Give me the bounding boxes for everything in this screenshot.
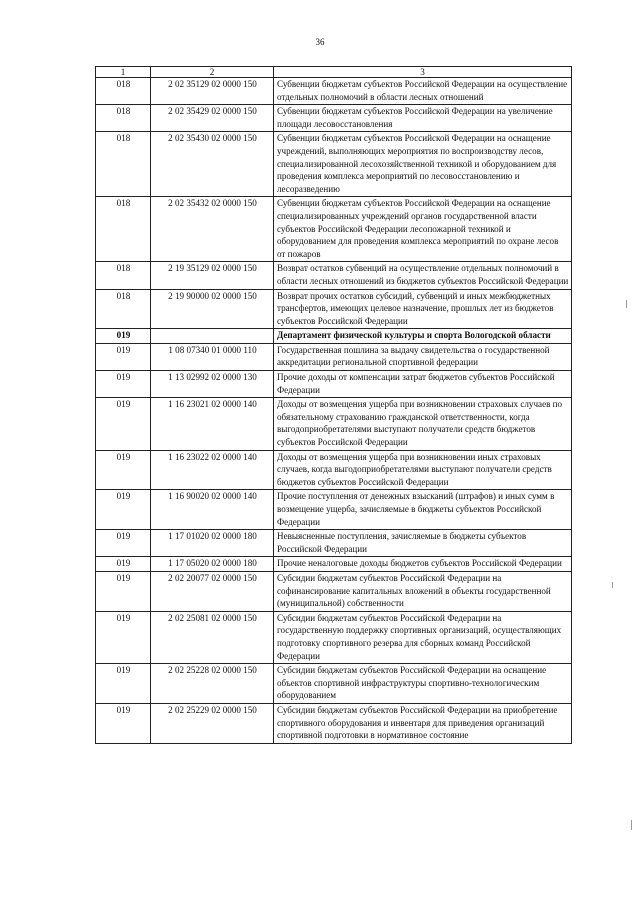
revenue-code-cell: 2 02 35429 02 0000 150 — [151, 105, 274, 132]
description-cell: Субвенции бюджетам субъектов Российской Федерации на увеличение площади лесовосстановления — [274, 105, 572, 132]
description-cell: Субвенции бюджетам субъектов Российской Федерации на осуществление отдельных полномочий в области лесных отношений — [274, 78, 572, 105]
revenue-code-cell: 1 08 07340 01 0000 110 — [151, 343, 274, 370]
table-row — [96, 371, 572, 398]
table-row — [96, 703, 572, 743]
table-header-row — [96, 67, 572, 78]
revenue-code-cell: 2 02 35129 02 0000 150 — [151, 78, 274, 105]
admin-code-cell: 019 — [96, 530, 151, 557]
revenue-code-cell: 1 17 01020 02 0000 180 — [151, 530, 274, 557]
description-cell: Субсидии бюджетам субъектов Российской Федерации на софинансирование капитальных вложений в объекты государственной (муниципальной) собственности — [274, 571, 572, 611]
description-cell: Субсидии бюджетам субъектов Российской Федерации на приобретение спортивного оборудования и инвентаря для приведения организаций спортивной подготовки в нормативное состояние — [274, 703, 572, 743]
revenue-code-cell: 1 16 90020 02 0000 140 — [151, 490, 274, 530]
table-row — [96, 105, 572, 132]
revenue-code-cell: 1 16 23021 02 0000 140 — [151, 398, 274, 450]
admin-code-cell: 018 — [96, 197, 151, 262]
admin-code-cell: 019 — [96, 557, 151, 572]
revenue-code-cell: 2 02 25229 02 0000 150 — [151, 703, 274, 743]
margin-mark — [631, 820, 632, 830]
margin-mark — [626, 300, 627, 308]
admin-code-cell: 019 — [96, 664, 151, 704]
revenue-code-cell: 2 19 35129 02 0000 150 — [151, 262, 274, 289]
revenue-code-cell: 2 02 35432 02 0000 150 — [151, 197, 274, 262]
revenue-code-cell: 2 02 20077 02 0000 150 — [151, 571, 274, 611]
admin-code-cell: 019 — [96, 329, 151, 344]
table-row — [96, 78, 572, 105]
admin-code-cell: 018 — [96, 105, 151, 132]
admin-code-cell: 019 — [96, 343, 151, 370]
description-cell: Возврат прочих остатков субсидий, субвенций и иных межбюджетных трансфертов, имеющих целевое назначение, прошлых лет из бюджетов субъектов Российской Федерации — [274, 289, 572, 329]
revenue-code-cell: 2 02 25228 02 0000 150 — [151, 664, 274, 704]
admin-code-cell: 019 — [96, 398, 151, 450]
admin-code-cell: 018 — [96, 132, 151, 197]
revenue-code-cell: 1 13 02992 02 0000 130 — [151, 371, 274, 398]
column-header-1: 1 — [96, 67, 151, 78]
table-row — [96, 132, 572, 197]
revenue-code-cell: 1 17 05020 02 0000 180 — [151, 557, 274, 572]
revenue-code-cell: 2 02 25081 02 0000 150 — [151, 611, 274, 663]
admin-code-cell: 018 — [96, 262, 151, 289]
table-row — [96, 611, 572, 663]
table-row — [96, 289, 572, 329]
description-cell: Прочие доходы от компенсации затрат бюджетов субъектов Российской Федерации — [274, 371, 572, 398]
margin-mark — [612, 582, 613, 588]
column-header-2: 2 — [151, 67, 274, 78]
description-cell: Невыясненные поступления, зачисляемые в бюджеты субъектов Российской Федерации — [274, 530, 572, 557]
page-number: 36 — [315, 37, 325, 47]
table-row — [96, 557, 572, 572]
description-cell: Субсидии бюджетам субъектов Российской Федерации на оснащение объектов спортивной инфраструктуры спортивно-технологическим оборудованием — [274, 664, 572, 704]
description-cell: Государственная пошлина за выдачу свидетельства о государственной аккредитации региональной спортивной федерации — [274, 343, 572, 370]
description-cell: Доходы от возмещения ущерба при возникновении страховых случаев по обязательному страхованию гражданской ответственности, когда выгодоприобретателями выступают получатели средств бюджетов субъектов Российской Федерации — [274, 398, 572, 450]
table-row — [96, 343, 572, 370]
admin-code-cell: 018 — [96, 289, 151, 329]
description-cell: Доходы от возмещения ущерба при возникновении иных страховых случаев, когда выгодоприобретателями выступают получатели средств бюджетов субъектов Российской Федерации — [274, 450, 572, 490]
table-row — [96, 571, 572, 611]
table-row — [96, 398, 572, 450]
admin-code-cell: 019 — [96, 371, 151, 398]
table-row — [96, 664, 572, 704]
admin-code-cell: 019 — [96, 450, 151, 490]
admin-code-cell: 019 — [96, 611, 151, 663]
table-row — [96, 262, 572, 289]
column-header-3: 3 — [274, 67, 572, 78]
description-cell: Субвенции бюджетам субъектов Российской Федерации на оснащение специализированных учреждений органов государственной власти субъектов Российской Федерации лесопожарной техникой и оборудованием для проведения комплекса мероприятий по охране лесов от пожаров — [274, 197, 572, 262]
description-cell: Прочие поступления от денежных взысканий (штрафов) и иных сумм в возмещение ущерба, зачисляемые в бюджеты субъектов Российской Федерации — [274, 490, 572, 530]
description-cell: Департамент физической культуры и спорта Вологодской области — [274, 329, 572, 344]
revenue-code-cell: 2 19 90000 02 0000 150 — [151, 289, 274, 329]
table-row — [96, 490, 572, 530]
table-row — [96, 530, 572, 557]
admin-code-cell: 018 — [96, 78, 151, 105]
admin-code-cell: 019 — [96, 703, 151, 743]
revenue-codes-table — [95, 66, 572, 744]
admin-code-cell: 019 — [96, 571, 151, 611]
table-row — [96, 450, 572, 490]
description-cell: Прочие неналоговые доходы бюджетов субъектов Российской Федерации — [274, 557, 572, 572]
description-cell: Возврат остатков субвенций на осуществление отдельных полномочий в области лесных отношений из бюджетов субъектов Российской Федерации — [274, 262, 572, 289]
revenue-code-cell: 2 02 35430 02 0000 150 — [151, 132, 274, 197]
description-cell: Субсидии бюджетам субъектов Российской Федерации на государственную поддержку спортивных организаций, осуществляющих подготовку спортивного резерва для сборных команд Российской Федерации — [274, 611, 572, 663]
department-row — [96, 329, 572, 344]
revenue-code-cell — [151, 329, 274, 344]
table-body — [96, 78, 572, 744]
table-row — [96, 197, 572, 262]
admin-code-cell: 019 — [96, 490, 151, 530]
revenue-code-cell: 1 16 23022 02 0000 140 — [151, 450, 274, 490]
description-cell: Субвенции бюджетам субъектов Российской Федерации на оснащение учреждений, выполняющих мероприятия по воспроизводству лесов, специализированной лесохозяйственной техникой и оборудованием для проведения комплекса мероприятий по лесовосстановлению и лесоразведению — [274, 132, 572, 197]
